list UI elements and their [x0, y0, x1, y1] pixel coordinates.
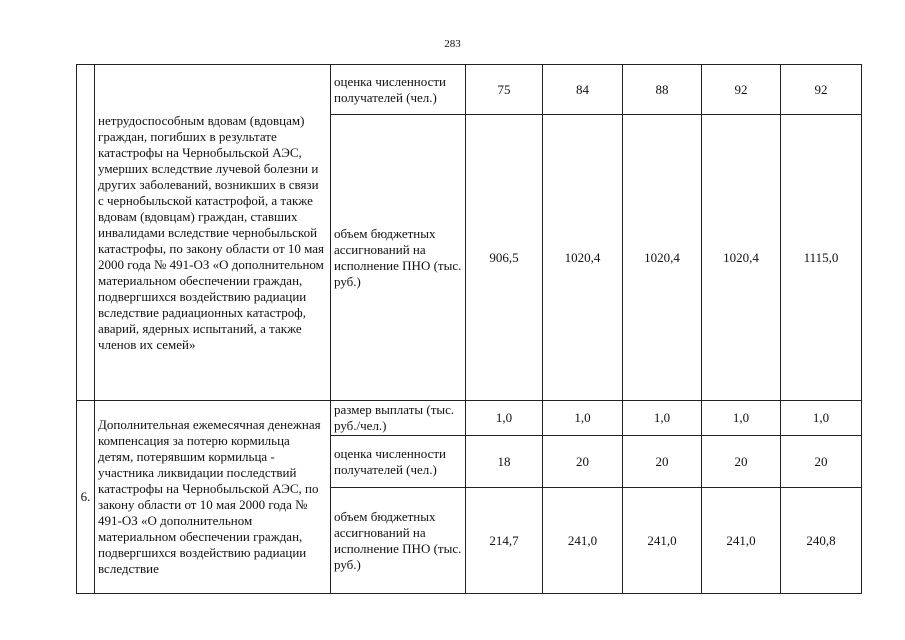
value-cell: 240,8 [781, 488, 862, 594]
value-cell: 88 [623, 65, 702, 115]
value-cell: 1,0 [702, 401, 781, 436]
value-cell: 92 [781, 65, 862, 115]
value-cell: 1,0 [623, 401, 702, 436]
value-cell: 92 [702, 65, 781, 115]
value-cell: 20 [543, 436, 623, 488]
value-cell: 214,7 [466, 488, 543, 594]
value-cell: 20 [781, 436, 862, 488]
row-number: 6. [77, 401, 95, 594]
value-cell: 1,0 [466, 401, 543, 436]
value-cell: 1020,4 [623, 115, 702, 401]
measure-description: нетрудоспособным вдовам (вдовцам) граждан, погибших в результате катастрофы на Чернобыльской АЭС, умерших вследствие лучевой болезни и других заболеваний, возникших в связи с чернобыльской катастрофой, а также вдовам (вдовцам) граждан, ставших инвалидами вследствие чернобыльской катастрофы, по закону области от 10 мая 2000 года № 491-ОЗ «О дополнительном материальном обеспечении граждан, подвергшихся воздействию радиации вследствие радиационных катастроф, аварий, ядерных испытаний, а также членов их семей» [95, 65, 331, 401]
value-cell: 20 [623, 436, 702, 488]
indicator-name: объем бюджетных ассигнований на исполнение ПНО (тыс. руб.) [331, 115, 466, 401]
value-cell: 1020,4 [543, 115, 623, 401]
value-cell: 84 [543, 65, 623, 115]
value-cell: 1115,0 [781, 115, 862, 401]
value-cell: 1,0 [781, 401, 862, 436]
value-cell: 241,0 [623, 488, 702, 594]
row-number [77, 65, 95, 401]
value-cell: 75 [466, 65, 543, 115]
indicator-name: оценка численности получателей (чел.) [331, 65, 466, 115]
indicator-name: оценка численности получателей (чел.) [331, 436, 466, 488]
value-cell: 1,0 [543, 401, 623, 436]
value-cell: 1020,4 [702, 115, 781, 401]
indicator-name: размер выплаты (тыс. руб./чел.) [331, 401, 466, 436]
page-number: 283 [444, 38, 461, 50]
program-table [76, 64, 862, 594]
measure-description: Дополнительная ежемесячная денежная компенсация за потерю кормильца детям, потерявшим кормильца - участника ликвидации последствий катастрофы на Чернобыльской АЭС, по закону области от 10 мая 2000 года № 491-ОЗ «О дополнительном материальном обеспечении граждан, подвергшихся воздействию радиации вследствие [95, 401, 331, 594]
value-cell: 20 [702, 436, 781, 488]
indicator-name: объем бюджетных ассигнований на исполнение ПНО (тыс. руб.) [331, 488, 466, 594]
value-cell: 906,5 [466, 115, 543, 401]
value-cell: 241,0 [543, 488, 623, 594]
table-row [77, 401, 862, 436]
value-cell: 18 [466, 436, 543, 488]
value-cell: 241,0 [702, 488, 781, 594]
table-row [77, 65, 862, 115]
